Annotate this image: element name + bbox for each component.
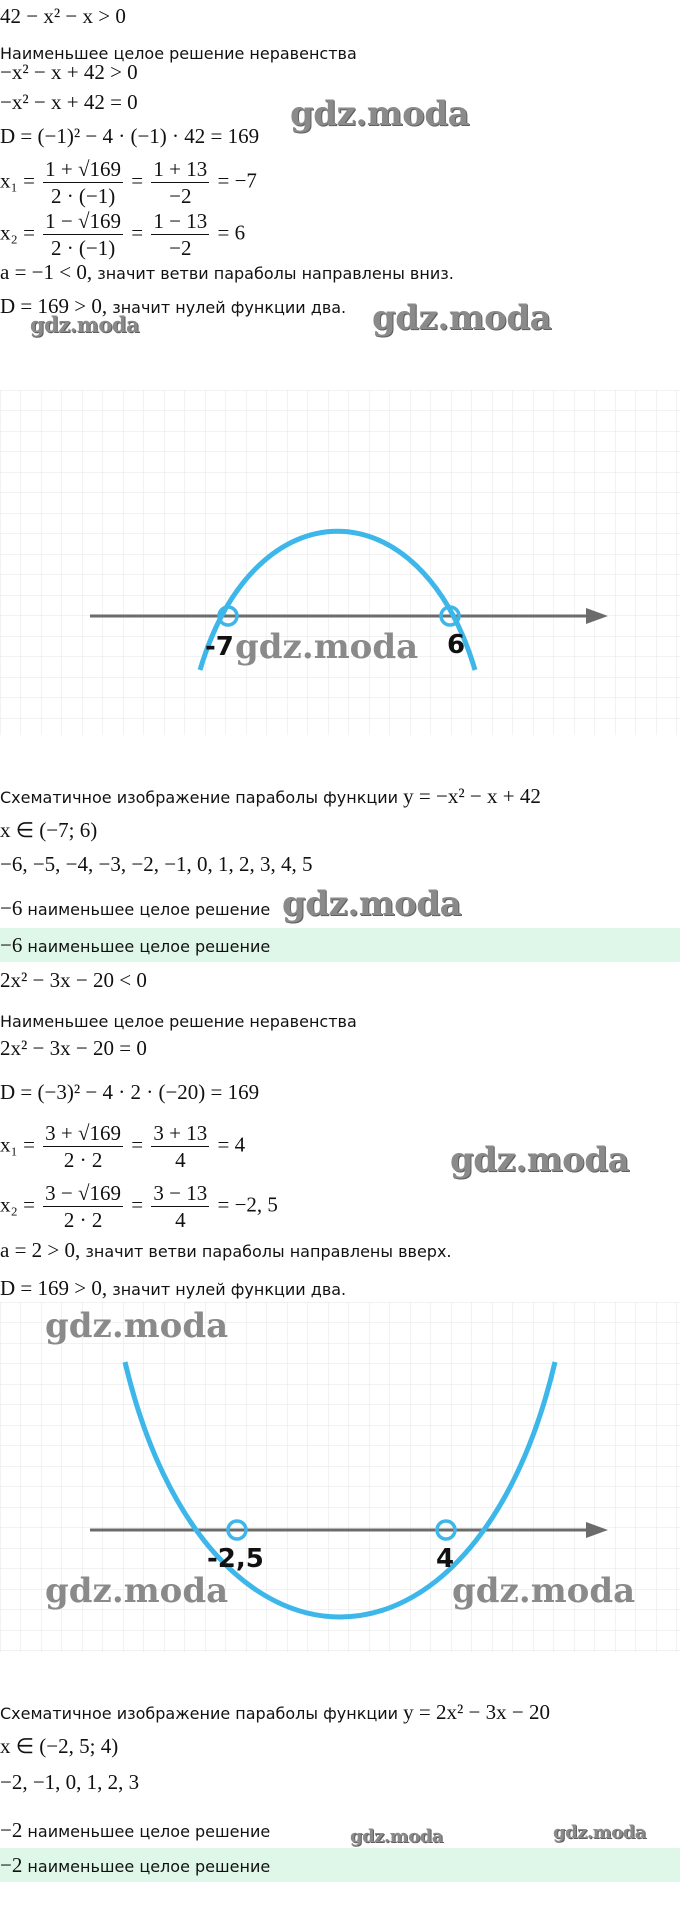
watermark: gdz.moda (290, 94, 470, 134)
discriminant-2: D = (−3)² − 4 · 2 · (−20) = 169 (0, 1080, 260, 1104)
root-label-left: -7 (205, 632, 234, 662)
branches-note-2: a = 2 > 0, значит ветви параболы направлены вверх. (0, 1238, 452, 1262)
parabola-graph-2 (0, 1302, 680, 1652)
caption-1: Схематичное изображение параболы функции y = −x² − x + 42 (0, 784, 541, 808)
watermark: gdz.moda (350, 1826, 443, 1847)
caption-2: Схематичное изображение параболы функции y = 2x² − 3x − 20 (0, 1700, 550, 1724)
grid-background (0, 390, 680, 735)
root-x2-formula-2: x₂ = $\frac{3 - √169}{2 \cdot 2}$ = $\frac{3 - 13}{4}$ = −2, 5 (0, 1181, 278, 1232)
answer-line-2: −2 наименьшее целое решение (0, 1818, 271, 1842)
root-label-right: 4 (436, 1544, 455, 1574)
equation-1: −x² − x + 42 = 0 (0, 90, 138, 114)
answer-highlight-1: −6 наименьшее целое решение (0, 928, 680, 962)
answer-highlight-2: −2 наименьшее целое решение (0, 1848, 680, 1882)
answer-line-1: −6 наименьшее целое решение (0, 896, 271, 920)
branches-note-1: a = −1 < 0, значит ветви параболы направлены вниз. (0, 260, 454, 284)
rewrite-1: −x² − x + 42 > 0 (0, 60, 138, 84)
parabola-graph-1 (0, 390, 680, 735)
root-x1-formula-2: x₁ = $\frac{3 + √169}{2 \cdot 2}$ = $\frac{3 + 13}{4}$ = 4 (0, 1121, 246, 1172)
watermark: gdz.moda (452, 1571, 636, 1611)
watermark: gdz.moda (282, 884, 462, 924)
x1-label: x₁ = (0, 168, 35, 193)
root-x1-formula-1: x₁ = $\frac{1 + √169}{2 \cdot (-1)}$ = $\frac{1 + 13}{-2}$ = −7 (0, 157, 257, 208)
watermark: gdz.moda (450, 1140, 630, 1180)
root-label-left: -2,5 (207, 1544, 264, 1574)
root-x2-formula-1: x₂ = $\frac{1 - √169}{2 \cdot (-1)}$ = $\frac{1 - 13}{-2}$ = 6 (0, 209, 246, 260)
zeros-note-1: D = 169 > 0, значит нулей функции два. (0, 294, 347, 318)
integers-2: −2, −1, 0, 1, 2, 3 (0, 1770, 140, 1794)
zeros-note-2: D = 169 > 0, значит нулей функции два. (0, 1276, 347, 1300)
root-label-right: 6 (447, 630, 466, 660)
inequality-1: 42 − x² − x > 0 (0, 4, 126, 28)
inequality-2: 2x² − 3x − 20 < 0 (0, 968, 147, 992)
heading-2: Наименьшее целое решение неравенства (0, 1012, 357, 1031)
watermark: gdz.moda (45, 1571, 229, 1611)
watermark: gdz.moda (235, 627, 419, 667)
watermark: gdz.moda (30, 312, 140, 337)
watermark: gdz.moda (45, 1306, 229, 1346)
x1-fraction-2: $\frac{1 + 13}{-2}$ (153, 157, 208, 208)
discriminant-1: D = (−1)² − 4 · (−1) · 42 = 169 (0, 124, 260, 148)
interval-1: x ∈ (−7; 6) (0, 818, 98, 842)
x1-result: = −7 (217, 168, 257, 193)
integers-1: −6, −5, −4, −3, −2, −1, 0, 1, 2, 3, 4, 5 (0, 852, 313, 876)
watermark: gdz.moda (553, 1822, 646, 1843)
x2-fraction-2: $\frac{1 - 13}{-2}$ (153, 209, 208, 260)
interval-2: x ∈ (−2, 5; 4) (0, 1734, 119, 1758)
heading-1: Наименьшее целое решение неравенства (0, 44, 357, 63)
x1-fraction-1: $\frac{1 + √169}{2 \cdot (-1)}$ (45, 157, 122, 208)
x2-result: = 6 (217, 220, 246, 245)
x2-fraction-1: $\frac{1 - √169}{2 \cdot (-1)}$ (45, 209, 122, 260)
watermark: gdz.moda (372, 298, 552, 338)
x2-label: x₂ = (0, 220, 35, 245)
equation-2: 2x² − 3x − 20 = 0 (0, 1036, 147, 1060)
